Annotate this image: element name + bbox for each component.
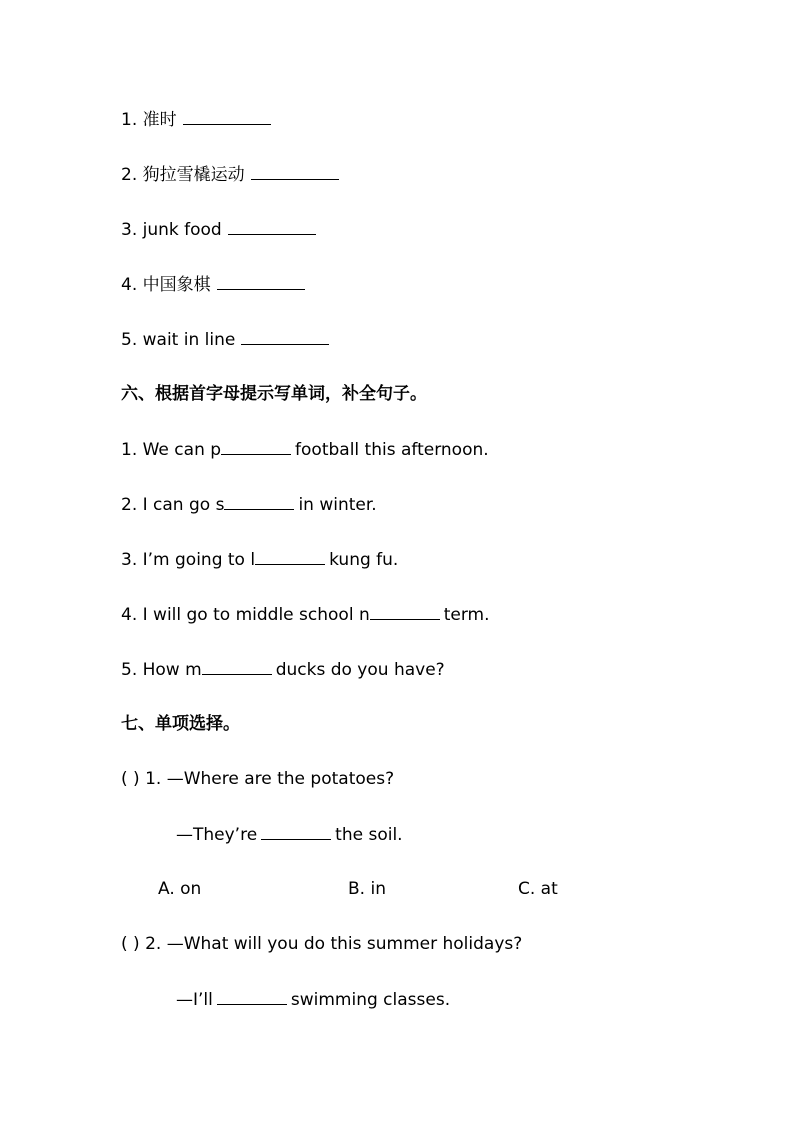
mc-answer-line-1: [176, 823, 403, 846]
answer-text-after: swimming classes.: [290, 990, 451, 1010]
answer-bracket[interactable]: ( ): [121, 769, 140, 789]
fill-item-4: [121, 603, 490, 626]
option-c[interactable]: C. at: [518, 879, 558, 899]
vocab-text: 5. wait in line: [121, 330, 236, 350]
answer-text-before: —They’re: [176, 825, 258, 845]
answer-blank[interactable]: [217, 988, 287, 1005]
vocab-item-4: [121, 273, 305, 296]
mc-question-1: [121, 768, 394, 790]
option-b[interactable]: B. in: [348, 879, 386, 899]
mc-answer-line-2: [176, 988, 450, 1011]
answer-blank[interactable]: [221, 438, 291, 455]
answer-blank[interactable]: [183, 108, 271, 125]
answer-text-before: —I’ll: [176, 990, 213, 1010]
vocab-item-2: [121, 163, 339, 186]
fill-text-after: term.: [443, 605, 490, 625]
option-a[interactable]: A. on: [158, 879, 202, 899]
answer-blank[interactable]: [255, 548, 325, 565]
vocab-text: 3. junk food: [121, 220, 222, 240]
fill-text-after: ducks do you have?: [275, 660, 445, 680]
question-stem: 2. —What will you do this summer holidays?: [145, 934, 523, 954]
mc-question-2: [121, 933, 522, 955]
section-6-title: 六、根据首字母提示写单词，补全句子。: [121, 384, 427, 404]
vocab-text: 2. 狗拉雪橇运动: [121, 165, 245, 185]
answer-blank[interactable]: [241, 328, 329, 345]
fill-text-after: kung fu.: [329, 550, 399, 570]
fill-text-before: 1. We can p: [121, 440, 222, 460]
fill-text-before: 3. I’m going to l: [121, 550, 256, 570]
fill-text-after: in winter.: [298, 495, 377, 515]
answer-blank[interactable]: [217, 273, 305, 290]
vocab-item-1: [121, 108, 271, 131]
answer-blank[interactable]: [261, 823, 331, 840]
answer-blank[interactable]: [370, 603, 440, 620]
answer-blank[interactable]: [224, 493, 294, 510]
answer-text-after: the soil.: [335, 825, 403, 845]
vocab-text: 4. 中国象棋: [121, 275, 211, 295]
fill-text-before: 4. I will go to middle school n: [121, 605, 370, 625]
answer-bracket[interactable]: ( ): [121, 934, 140, 954]
fill-item-3: [121, 548, 398, 571]
fill-text-before: 5. How m: [121, 660, 202, 680]
vocab-item-3: [121, 218, 316, 241]
fill-text-before: 2. I can go s: [121, 495, 225, 515]
fill-item-5: [121, 658, 445, 681]
vocab-item-5: [121, 328, 329, 351]
answer-blank[interactable]: [251, 163, 339, 180]
question-stem: 1. —Where are the potatoes?: [145, 769, 395, 789]
answer-blank[interactable]: [202, 658, 272, 675]
fill-item-2: [121, 493, 377, 516]
fill-text-after: football this afternoon.: [295, 440, 489, 460]
answer-blank[interactable]: [228, 218, 316, 235]
fill-item-1: [121, 438, 489, 461]
vocab-text: 1. 准时: [121, 110, 177, 130]
section-7-title: 七、单项选择。: [121, 714, 240, 734]
